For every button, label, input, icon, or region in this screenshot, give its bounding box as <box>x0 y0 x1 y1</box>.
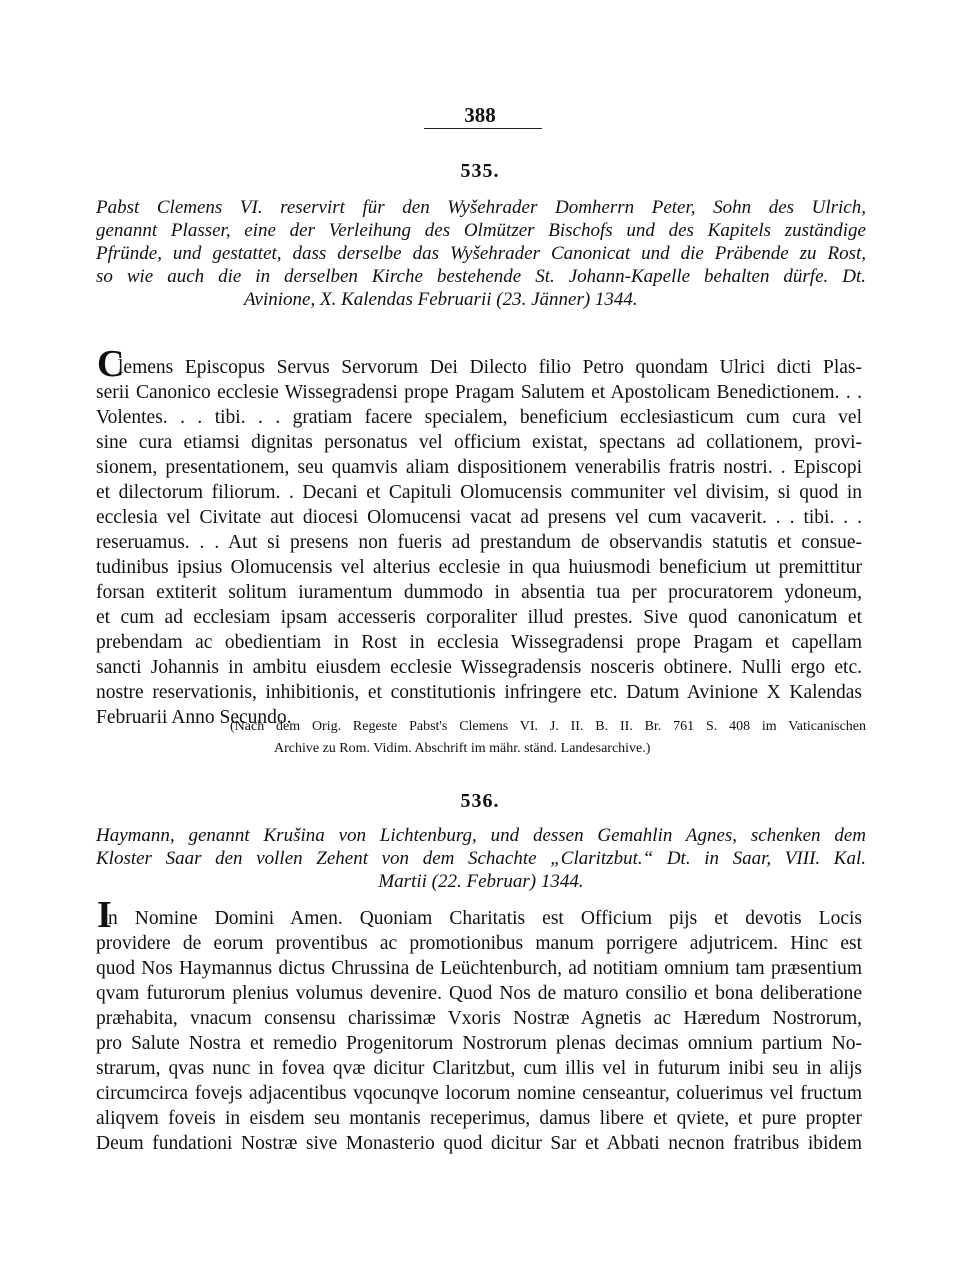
text-line: Februarii Anno Secundo. <box>96 707 292 728</box>
text-line: quod Nos Haymannus dictus Chrussina de Leüchtenburch, ad notitiam omnium tam præsentium <box>96 958 862 979</box>
text-line: prebendam ac obedientiam in Rost in ecclesia Wissegradensi prope Pragam et capellam <box>96 632 862 653</box>
text-line: pro Salute Nostra et remedio Progenitorum Nostrorum plenas decimas omnium partium No- <box>96 1033 862 1054</box>
text-line: ecclesia vel Civitate aut diocesi Olomucensi vacat ad presens vel cum vacaverit. . . tibi. . . <box>96 507 862 528</box>
initial-letter-536: I <box>97 894 112 936</box>
text-line: lemens Episcopus Servus Servorum Dei Dilecto filio Petro quondam Ulrici dicti Plas- <box>118 357 862 378</box>
text-line: forsan extiterit solitum iuramentum dummodo in absentia tua per procuratorem ydoneum, <box>96 582 862 603</box>
text-line: sionem, presentationem, seu quamvis aliam dispositionem venerabilis fratris nostri. . Episcopi <box>96 457 862 478</box>
initial-letter-535: C <box>97 343 125 385</box>
regest-line: Pabst Clemens VI. reservirt für den Wyšehrader Domherrn Peter, Sohn des Ulrich, <box>96 197 866 218</box>
text-line: providere de eorum proventibus ac promotionibus manum porrigere adjutricem. Hinc est <box>96 933 862 954</box>
regest-line: genannt Plasser, eine der Verleihung des Olmützer Bischofs und des Kapitels zuständige <box>96 220 866 241</box>
regest-536 <box>96 824 866 893</box>
text-line: strarum, qvas nunc in fovea qvæ dicitur Claritzbut, cum illis vel in futurum inibi seu in alijs <box>96 1058 862 1079</box>
header-rule <box>424 128 542 129</box>
body-text-535 <box>96 355 862 730</box>
source-note-535 <box>230 716 866 760</box>
text-line: Volentes. . . tibi. . . gratiam facere specialem, beneficium ecclesiasticum cum cura vel <box>96 407 862 428</box>
regest-line: so wie auch die in derselben Kirche bestehende St. Johann-Kapelle behalten dürfe. Dt. <box>96 266 866 287</box>
text-line: præhabita, vnacum consensu charissimæ Vxoris Nostræ Agnetis ac Hæredum Nostrorum, <box>96 1008 862 1029</box>
regest-line: Pfründe, und gestattet, dass derselbe das Wyšehrader Canonicat und die Präbende zu Rost, <box>96 243 866 264</box>
note-line: Archive zu Rom. Vidim. Abschrift im mähr. ständ. Landesarchive.) <box>274 741 651 756</box>
text-line: sancti Johannis in ambitu eiusdem ecclesie Wissegradensis nosceris obtinere. Nulli ergo etc. <box>96 657 862 678</box>
text-line: sine cura etiamsi dignitas personatus vel officium existat, spectans ad collationem, provi- <box>96 432 862 453</box>
body-text-536 <box>96 906 862 1156</box>
text-line: aliqvem foveis in eisdem seu montanis receperimus, damus libere et qviete, et pure propter <box>96 1108 862 1129</box>
text-line: reseruamus. . . Aut si presens non fueris ad prestandum de observandis statutis et consue- <box>96 532 862 553</box>
text-line: Deum fundationi Nostræ sive Monasterio quod dicitur Sar et Abbati necnon fratribus ibidem <box>96 1133 862 1154</box>
regest-line: Kloster Saar den vollen Zehent von dem Schachte „Claritzbut.“ Dt. in Saar, VIII. Kal. <box>96 848 866 869</box>
text-line: qvam futurorum plenius volumus devenire. Quod Nos de maturo consilio et bona deliberatione <box>96 983 862 1004</box>
text-line: et dilectorum filiorum. . Decani et Capituli Olomucensis communiter vel divisim, si quod in <box>96 482 862 503</box>
regest-535 <box>96 196 866 311</box>
regest-line: Haymann, genannt Krušina von Lichtenburg, und dessen Gemahlin Agnes, schenken dem <box>96 825 866 846</box>
text-line: n Nomine Domini Amen. Quoniam Charitatis est Officium pijs et devotis Locis <box>108 908 862 929</box>
text-line: circumcirca fovejs adjacentibus vqocunqve locorum nomine censeantur, coluerimus vel fructum <box>96 1083 862 1104</box>
regest-line: Martii (22. Februar) 1344. <box>378 871 584 892</box>
document-number-536: 536. <box>460 790 500 812</box>
note-line: (Nach dem Orig. Regeste Pabst's Clemens VI. J. II. B. II. Br. 761 S. 408 im Vaticanischen <box>230 719 866 734</box>
page-number: 388 <box>464 103 496 127</box>
document-number-535: 535. <box>460 160 500 182</box>
text-line: nostre reservationis, inhibitionis, et constitutionis infringere etc. Datum Avinione X Kalendas <box>96 682 862 703</box>
regest-line: Avinione, X. Kalendas Februarii (23. Jänner) 1344. <box>244 289 638 310</box>
text-line: serii Canonico ecclesie Wissegradensi prope Pragam Salutem et Apostolicam Benedictionem. . . <box>96 382 862 403</box>
text-line: tudinibus ipsius Olomucensis vel alterius ecclesie in qua huiusmodi beneficium ut premittitur <box>96 557 862 578</box>
text-line: et cum ad ecclesiam ipsam accesseris corporaliter illud prestes. Sive quod canonicatum et <box>96 607 862 628</box>
